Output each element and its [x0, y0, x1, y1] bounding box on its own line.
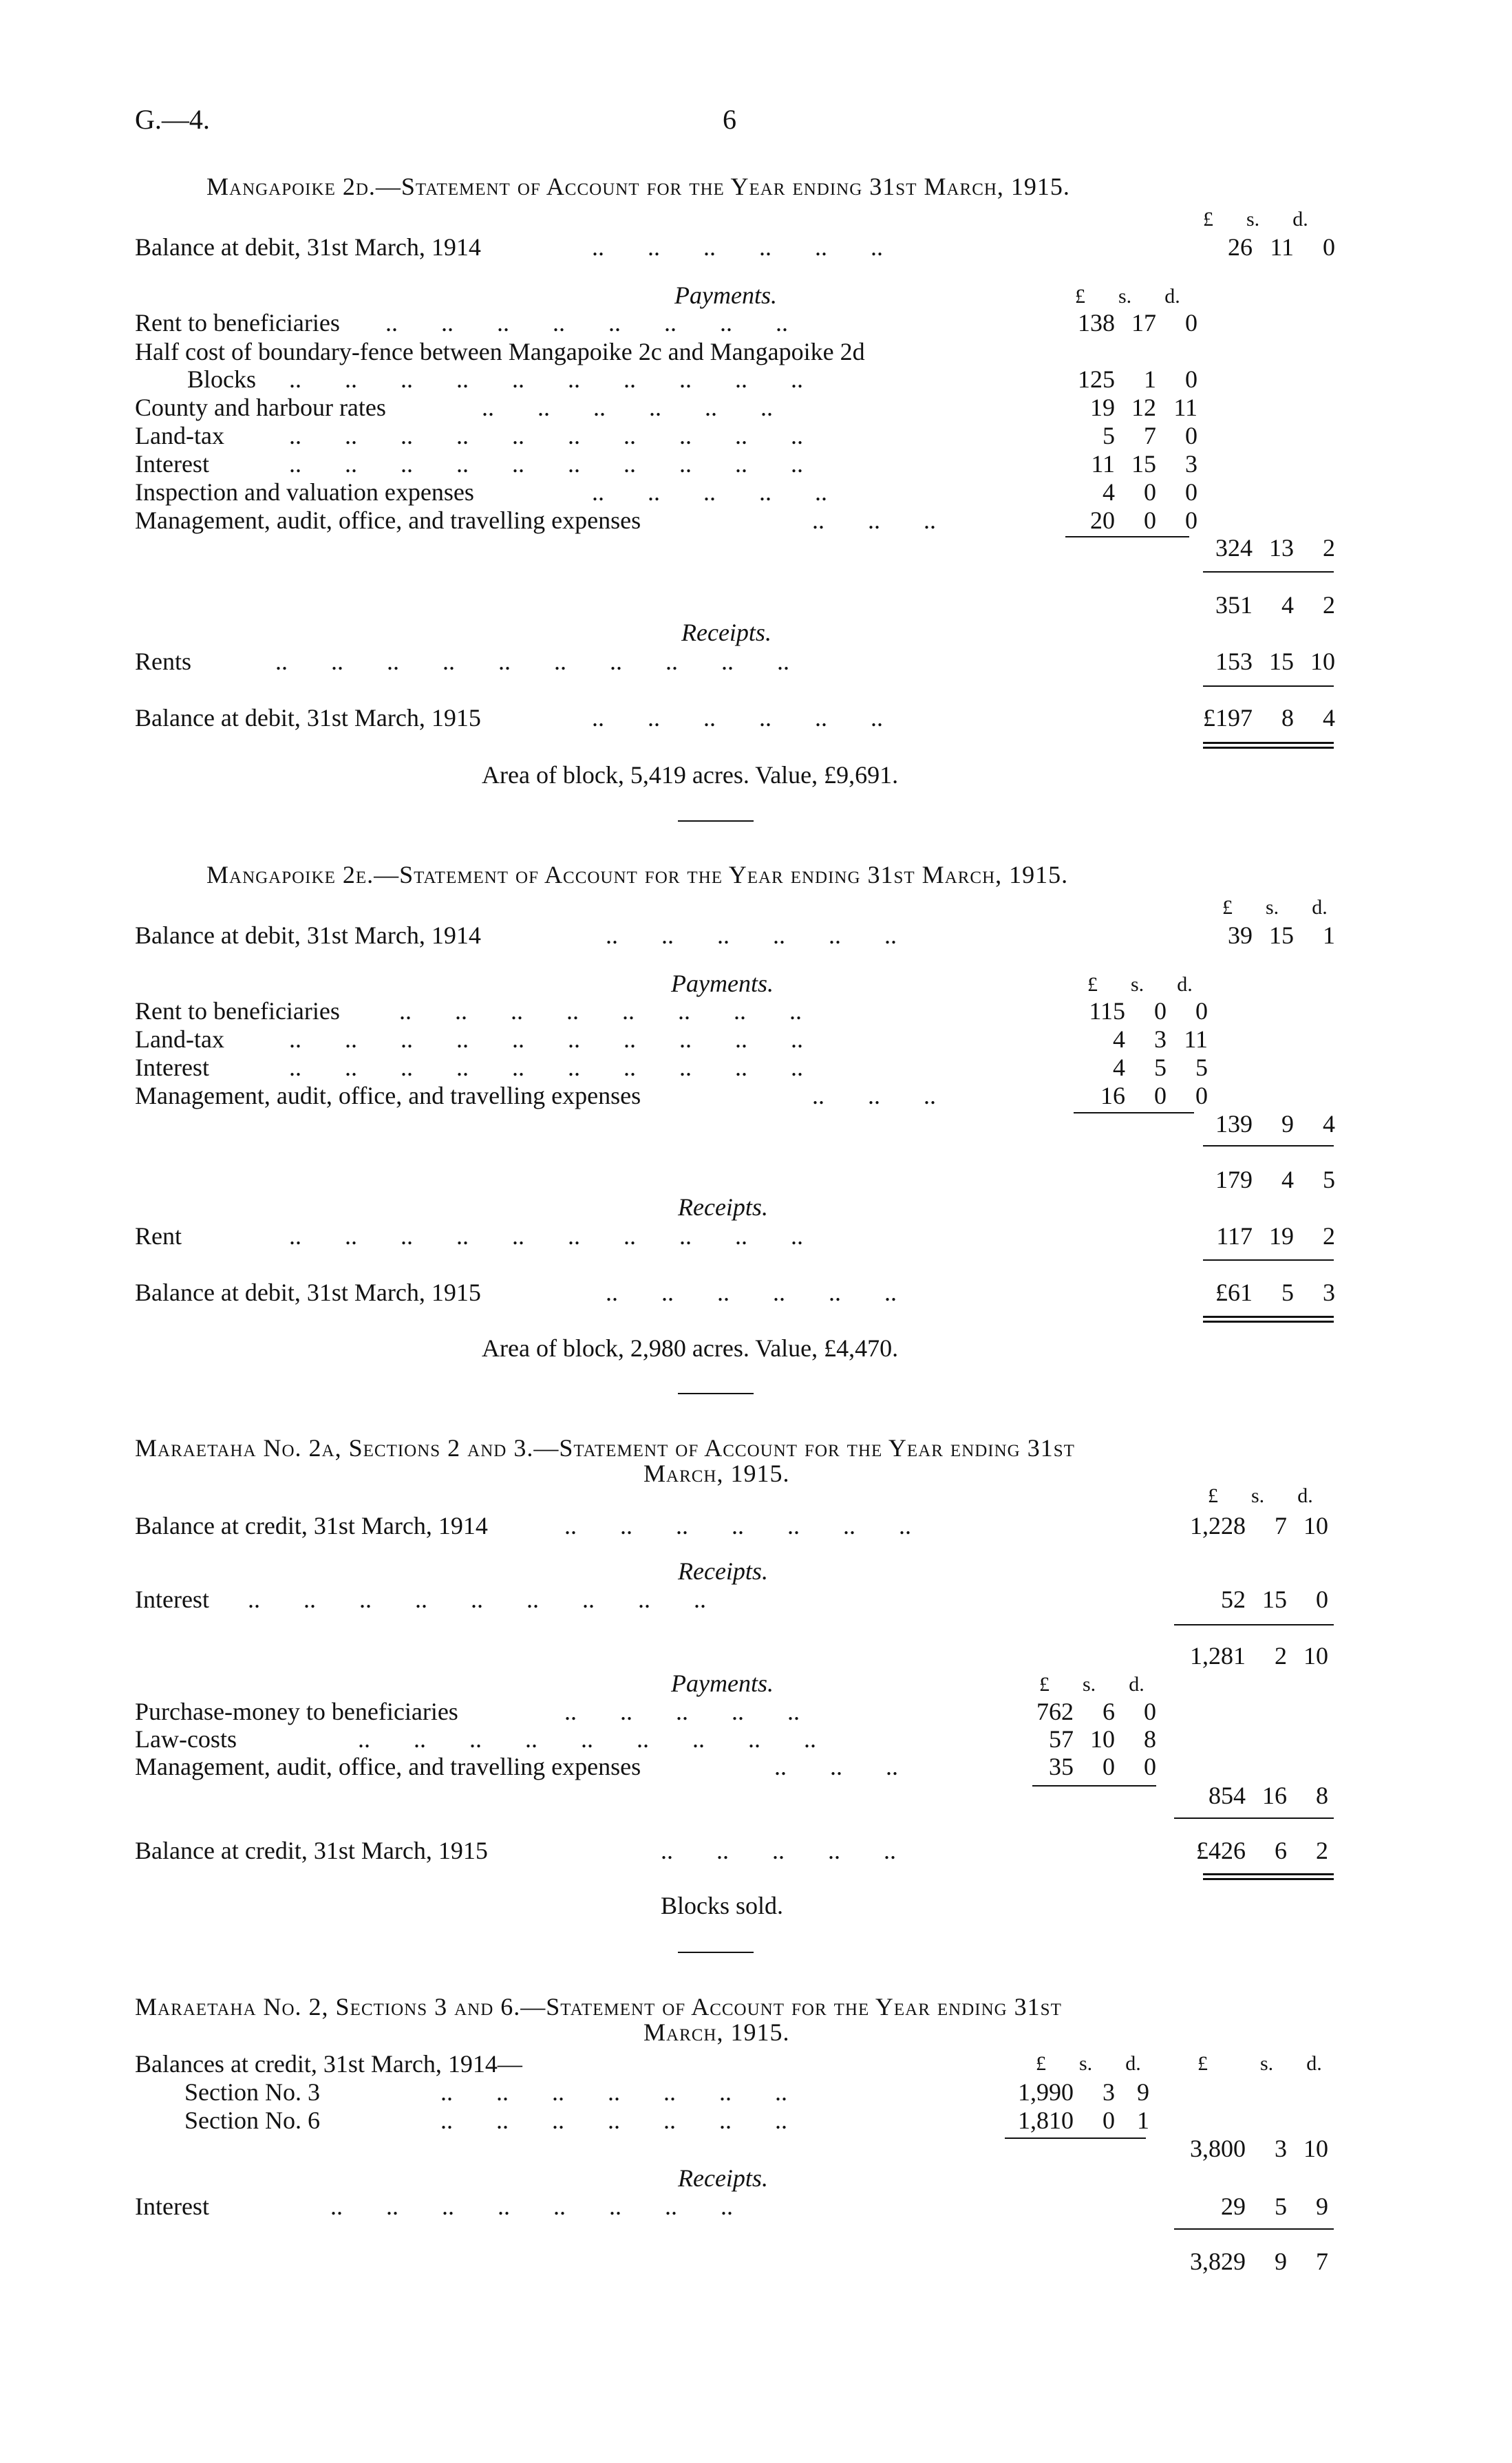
payment-item-amount: 4 5 5 — [1113, 1054, 1208, 1081]
leader-dots: .. .. .. .. .. .. .. .. .. — [358, 1725, 816, 1753]
payment-item-amount: 138 17 0 — [1078, 309, 1197, 337]
double-rule — [1203, 1316, 1334, 1323]
payment-item-amount: 57 10 8 — [1049, 1725, 1156, 1753]
section-separator — [678, 1393, 754, 1394]
closing-balance-label: Balance at credit, 31st March, 1915 — [135, 1837, 488, 1864]
receipts-heading: Receipts. — [678, 2164, 768, 2192]
receipt-item-amount: 52 15 0 — [1221, 1586, 1328, 1613]
leader-dots: .. .. .. .. .. .. — [592, 704, 883, 732]
leader-dots: .. .. .. .. .. .. .. .. — [385, 309, 788, 337]
currency-header: £ s. d. — [1036, 2052, 1141, 2075]
payment-item-amount: 125 1 0 — [1078, 365, 1197, 393]
receipt-item-amount: 117 19 2 — [1216, 1222, 1335, 1250]
receipts-heading: Receipts. — [678, 1193, 768, 1221]
leader-dots: .. .. .. .. .. .. — [592, 233, 883, 261]
payment-item-amount: 4 3 11 — [1113, 1025, 1208, 1053]
section-separator — [678, 1952, 754, 1953]
divider — [1065, 536, 1189, 537]
opening-balances-label: Balances at credit, 31st March, 1914— — [135, 2050, 522, 2078]
divider — [1005, 2137, 1146, 2139]
leader-dots: .. .. .. .. .. .. .. .. .. .. — [275, 648, 789, 675]
payment-item-label: Land-tax — [135, 422, 224, 449]
leader-dots: .. .. .. — [812, 507, 936, 534]
payment-item-label: County and harbour rates — [135, 394, 386, 421]
subtotal-amount: 351 4 2 — [1215, 591, 1335, 619]
payment-item-label: Purchase-money to beneficiaries — [135, 1698, 458, 1725]
block-note: Blocks sold. — [661, 1892, 784, 1919]
payment-item-amount: 20 0 0 — [1090, 507, 1197, 534]
opening-balance-amount: 26 11 0 — [1228, 233, 1335, 261]
block-note: Area of block, 2,980 acres. Value, £4,470. — [482, 1334, 899, 1362]
payment-item-label: Rent to beneficiaries — [135, 309, 340, 337]
leader-dots: .. .. .. .. .. .. — [482, 394, 773, 421]
payments-heading: Payments. — [674, 281, 777, 309]
leader-dots: .. .. .. .. .. .. .. .. — [330, 2193, 733, 2220]
receipts-heading: Receipts. — [681, 619, 771, 646]
payment-item-label: Interest — [135, 1054, 209, 1081]
payment-item-label: Management, audit, office, and travelling expenses — [135, 1753, 641, 1780]
payment-item-label-continued: Blocks — [187, 365, 257, 393]
subtotal-amount: 179 4 5 — [1215, 1166, 1335, 1193]
payment-item-label: Management, audit, office, and travelling expenses — [135, 1082, 641, 1109]
closing-balance-amount: £197 8 4 — [1203, 704, 1335, 732]
leader-dots: .. .. .. .. .. .. .. .. .. .. — [289, 1222, 803, 1250]
payment-item-label: Rent to beneficiaries — [135, 997, 340, 1025]
receipts-heading: Receipts. — [678, 1557, 768, 1585]
leader-dots: .. .. .. .. .. .. — [606, 1279, 897, 1306]
opening-balance-label: Balance at credit, 31st March, 1914 — [135, 1512, 488, 1539]
currency-header: £ s. d. — [1203, 208, 1308, 231]
payment-item-label: Interest — [135, 450, 209, 478]
payment-item-label: Land-tax — [135, 1025, 224, 1053]
section-separator — [678, 820, 754, 822]
leader-dots: .. .. .. .. .. .. .. .. .. — [248, 1586, 706, 1613]
section-title-continued: March, 1915. — [643, 1460, 790, 1487]
opening-balance-label: Balance at debit, 31st March, 1914 — [135, 921, 481, 949]
leader-dots: .. .. .. .. .. .. .. .. — [399, 997, 802, 1025]
divider — [1032, 1785, 1156, 1787]
payments-heading: Payments. — [671, 1670, 774, 1697]
payment-item-amount: 115 0 0 — [1089, 997, 1208, 1025]
section-title: Mangapoike 2e.—Statement of Account for the Year ending 31st March, 1915. — [206, 861, 1069, 888]
double-rule — [1203, 742, 1334, 749]
section-title: Maraetaha No. 2, Sections 3 and 6.—Statement of Account for the Year ending 31st — [135, 1993, 1062, 2020]
payment-item-amount: 35 0 0 — [1049, 1753, 1156, 1780]
payment-item-amount: 11 15 3 — [1091, 450, 1197, 478]
opening-balance-amount: 39 15 1 — [1228, 921, 1335, 949]
currency-header: £ s. d. — [1087, 973, 1193, 996]
page-number: 6 — [723, 104, 736, 135]
grand-total-amount: 3,829 9 7 — [1190, 2248, 1328, 2275]
divider — [1174, 2228, 1334, 2230]
currency-header: £ s. d. — [1208, 1484, 1313, 1507]
leader-dots: .. .. .. .. .. .. .. — [440, 2078, 787, 2106]
receipt-item-amount: 153 15 10 — [1215, 648, 1335, 675]
divider — [1203, 571, 1334, 573]
receipt-item-amount: 29 5 9 — [1221, 2193, 1328, 2220]
closing-balance-amount: £61 5 3 — [1215, 1279, 1335, 1306]
payment-item-amount: 5 7 0 — [1103, 422, 1197, 449]
section-title-continued: March, 1915. — [643, 2018, 790, 2046]
leader-dots: .. .. .. .. .. .. .. — [440, 2107, 787, 2134]
payment-item-amount: 19 12 11 — [1090, 394, 1197, 421]
payment-item-label: Law-costs — [135, 1725, 237, 1753]
receipt-item-label: Rents — [135, 648, 192, 675]
divider — [1174, 1624, 1334, 1625]
divider — [1203, 1259, 1334, 1261]
section-item-amount: 1,990 3 9 — [1018, 2078, 1149, 2106]
double-rule — [1203, 1873, 1334, 1880]
divider — [1074, 1112, 1194, 1113]
payment-item-label: Inspection and valuation expenses — [135, 478, 474, 506]
closing-balance-amount: £426 6 2 — [1196, 1837, 1328, 1864]
section-title: Maraetaha No. 2a, Sections 2 and 3.—Statement of Account for the Year ending 31st — [135, 1434, 1075, 1462]
payment-item-amount: 4 0 0 — [1103, 478, 1197, 506]
closing-balance-label: Balance at debit, 31st March, 1915 — [135, 1279, 481, 1306]
divider — [1203, 685, 1334, 687]
leader-dots: .. .. .. .. .. — [661, 1837, 896, 1864]
section-item-label: Section No. 3 — [184, 2078, 320, 2106]
closing-balance-label: Balance at debit, 31st March, 1915 — [135, 704, 481, 732]
payment-item-label: Management, audit, office, and travelling expenses — [135, 507, 641, 534]
payment-item-label: Half cost of boundary-fence between Mangapoike 2c and Mangapoike 2d — [135, 338, 865, 365]
block-note: Area of block, 5,419 acres. Value, £9,691. — [482, 761, 899, 789]
payment-item-amount: 16 0 0 — [1100, 1082, 1208, 1109]
receipt-item-label: Interest — [135, 1586, 209, 1613]
leader-dots: .. .. .. — [812, 1082, 936, 1109]
payments-total-amount: 854 16 8 — [1208, 1782, 1328, 1809]
opening-balance-amount: 1,228 7 10 — [1190, 1512, 1328, 1539]
leader-dots: .. .. .. — [774, 1753, 898, 1780]
opening-total-amount: 3,800 3 10 — [1190, 2135, 1328, 2162]
section-item-amount: 1,810 0 1 — [1018, 2107, 1149, 2134]
leader-dots: .. .. .. .. .. — [564, 1698, 800, 1725]
leader-dots: .. .. .. .. .. .. .. .. .. .. — [289, 422, 803, 449]
leader-dots: .. .. .. .. .. .. .. .. .. .. — [289, 1025, 803, 1053]
leader-dots: .. .. .. .. .. .. .. .. .. .. — [289, 450, 803, 478]
leader-dots: .. .. .. .. .. .. .. .. .. .. — [289, 1054, 803, 1081]
currency-header: £ s. d. — [1222, 896, 1328, 919]
currency-header: £ s. d. — [1075, 285, 1180, 308]
section-title: Mangapoike 2d.—Statement of Account for the Year ending 31st March, 1915. — [206, 173, 1070, 200]
payments-heading: Payments. — [671, 970, 774, 997]
payments-total-amount: 139 9 4 — [1215, 1110, 1335, 1138]
subtotal-amount: 1,281 2 10 — [1190, 1642, 1328, 1670]
receipt-item-label: Interest — [135, 2193, 209, 2220]
leader-dots: .. .. .. .. .. .. .. — [564, 1512, 911, 1539]
payments-total-amount: 324 13 2 — [1215, 534, 1335, 562]
currency-header: £ s. d. — [1197, 2052, 1322, 2075]
currency-header: £ s. d. — [1039, 1673, 1144, 1696]
leader-dots: .. .. .. .. .. .. .. .. .. .. — [289, 365, 803, 393]
payment-item-amount: 762 6 0 — [1036, 1698, 1156, 1725]
divider — [1203, 1145, 1334, 1147]
leader-dots: .. .. .. .. .. — [592, 478, 827, 506]
leader-dots: .. .. .. .. .. .. — [606, 921, 897, 949]
divider — [1174, 1817, 1334, 1819]
document-code: G.—4. — [135, 104, 210, 135]
section-item-label: Section No. 6 — [184, 2107, 320, 2134]
receipt-item-label: Rent — [135, 1222, 182, 1250]
opening-balance-label: Balance at debit, 31st March, 1914 — [135, 233, 481, 261]
